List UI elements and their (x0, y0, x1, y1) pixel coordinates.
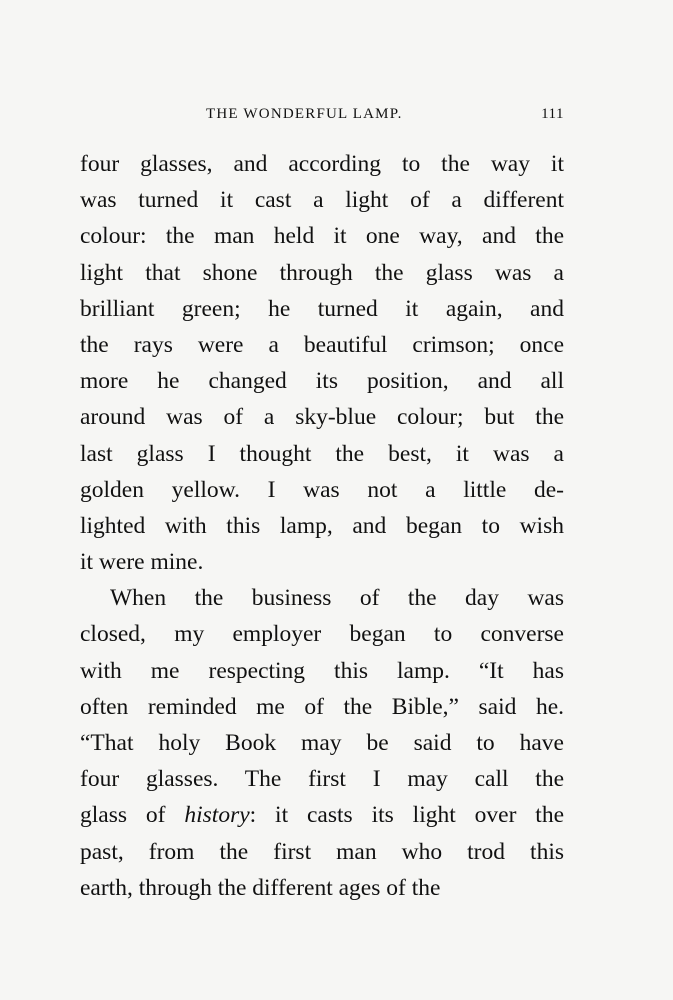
text-fragment: : it casts its light over the (249, 802, 564, 829)
text-line: with me respecting this lamp. “It has (80, 657, 564, 684)
text-line: often reminded me of the Bible,” said he. (80, 693, 564, 720)
text-line: past, from the first man who trod this (80, 838, 564, 865)
body-text (80, 146, 564, 906)
text-line: earth, through the different ages of the (80, 874, 441, 901)
text-line: lighted with this lamp, and began to wish (80, 512, 564, 539)
text-line: four glasses. The first I may call the (80, 766, 564, 793)
text-line: the rays were a beautiful crimson; once (80, 331, 564, 358)
text-line: was turned it cast a light of a different (80, 187, 564, 214)
text-line: brilliant green; he turned it again, and (80, 295, 564, 322)
text-line: “That holy Book may be said to have (80, 730, 564, 756)
running-header (80, 106, 564, 128)
text-line: golden yellow. I was not a little de- (80, 476, 564, 503)
text-fragment: glass of (80, 802, 185, 829)
italic-word: history (184, 802, 250, 829)
text-line: last glass I thought the best, it was a (80, 440, 564, 467)
text-line: closed, my employer began to converse (80, 621, 564, 648)
text-line: light that shone through the glass was a (80, 259, 564, 286)
text-line: more he changed its position, and all (80, 368, 564, 395)
running-title: THE WONDERFUL LAMP. (206, 106, 403, 122)
page-number: 111 (541, 106, 564, 122)
paragraph-end-line: it were mine. (80, 549, 204, 576)
paragraph-start-line: When the business of the day was (110, 585, 564, 612)
text-line-with-italic (80, 797, 564, 833)
text-line: around was of a sky-blue colour; but the (80, 404, 564, 431)
text-line: colour: the man held it one way, and the (80, 223, 564, 250)
text-line: four glasses, and according to the way it (80, 151, 564, 177)
